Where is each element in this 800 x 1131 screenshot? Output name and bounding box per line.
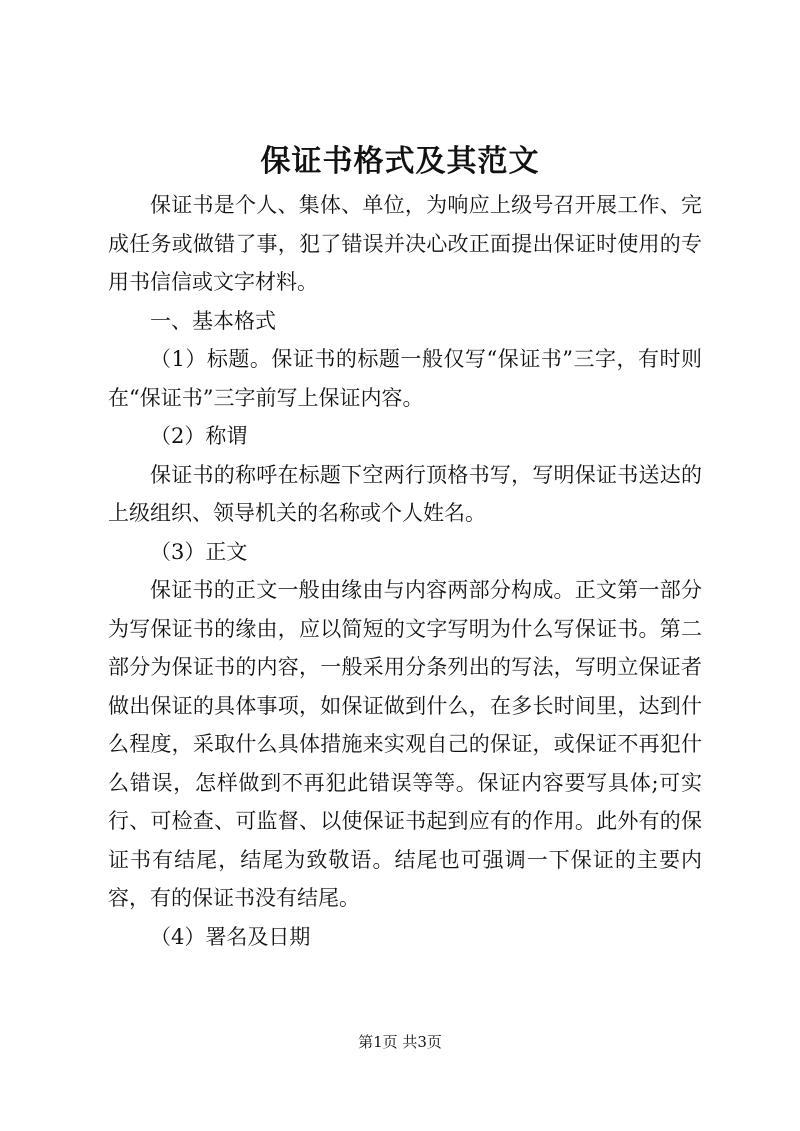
paragraph-body: 保证书的正文一般由缘由与内容两部分构成。正文第一部分为写保证书的缘由，应以简短的文字写明为什么写保证书。第二部分为保证书的内容，一般采用分条列出的写法，写明立保证者做出保证的具体事项，如保证做到什么，在多长时间里，达到什么程度，采取什么具体措施来实观自己的保证，或保证不再犯什么错误，怎样做到不再犯此错误等等。保证内容要写具体;可实行、可检查、可监督、以使保证书起到应有的作用。此外有的保证书有结尾，结尾为致敬语。结尾也可强调一下保证的主要内容，有的保证书没有结尾。 [108, 578, 702, 910]
document-body [108, 186, 702, 956]
subheading-signature-date: （4）署名及日期 [150, 924, 311, 949]
section-heading-basic-format: 一、基本格式 [150, 308, 276, 333]
paragraph-title-rule: （1）标题。保证书的标题一般仅写“保证书”三字，有时则在“保证书”三字前写上保证内容。 [108, 347, 702, 410]
subheading-body: （3）正文 [150, 539, 248, 564]
paragraph-salutation: 保证书的称呼在标题下空两行顶格书写，写明保证书送达的上级组织、领导机关的名称或个人姓名。 [108, 462, 702, 525]
subheading-salutation: （2）称谓 [150, 424, 248, 448]
document-title: 保证书格式及其范文 [260, 144, 540, 179]
paragraph-intro: 保证书是个人、集体、单位，为响应上级号召开展工作、完成任务或做错了事，犯了错误并决心改正面提出保证时使用的专用书信信或文字材料。 [108, 193, 702, 294]
page-footer: 第1页 共3页 [358, 1033, 442, 1051]
